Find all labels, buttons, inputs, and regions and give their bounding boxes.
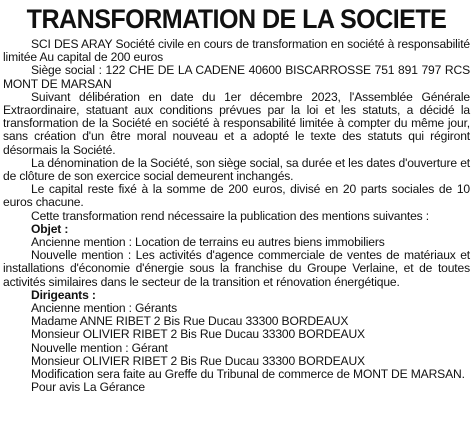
objet-heading: Objet : xyxy=(31,221,69,236)
denomination-paragraph: La dénomination de la Société, son siège social, sa durée et les dates d'ouverture et de clôture de son exercice social demeurent inchangés. xyxy=(3,155,470,184)
publication-line: Cette transformation rend nécessaire la publication des mentions suivantes : xyxy=(31,208,429,223)
dirigeants-heading: Dirigeants : xyxy=(31,287,96,302)
dirigeant-old-1: Madame ANNE RIBET 2 Bis Rue Ducau 33300 BORDEAUX xyxy=(31,314,349,329)
registered-office-paragraph: Siège social : 122 CHE DE LA CADENE 40600 BISCARROSSE 751 891 797 RCS MONT DE MARSAN xyxy=(3,63,470,91)
deliberation-paragraph: Suivant délibération en date du 1er décembre 2023, l'Assemblée Générale Extraordinaire, statuant aux conditions prévues par la loi et les statuts, a décidé la transformation de la Société en société à responsabilité limitée à compter du même jour, sans création d'un être moral nouveau et a adopté le texte des statuts qui régiront désormais la Société. xyxy=(3,89,470,157)
dirigeant-new-1: Monsieur OLIVIER RIBET 2 Bis Rue Ducau 33300 BORDEAUX xyxy=(31,353,365,368)
objet-new-mention: Nouvelle mention : Les activités d'agence commerciale de ventes de matériaux et installations d'économie d'énergie sous la franchise du Groupe Verlaine, et de toutes activités similaires dans le secteur de la transition et rénovation énergétique. xyxy=(3,248,470,289)
notice-title: TRANSFORMATION DE LA SOCIETE xyxy=(26,4,447,34)
company-paragraph: SCI DES ARAY Société civile en cours de transformation en société à responsabilité limitée Au capital de 200 euros xyxy=(3,37,470,65)
notice-body xyxy=(3,38,470,394)
objet-old-mention: Ancienne mention : Location de terrains eu autres biens immobiliers xyxy=(31,235,385,250)
dirigeants-old-mention: Ancienne mention : Gérants xyxy=(31,301,178,316)
dirigeants-new-mention: Nouvelle mention : Gérant xyxy=(31,340,168,355)
capital-paragraph: Le capital reste fixé à la somme de 200 euros, divisé en 20 parts sociales de 10 euros chacune. xyxy=(3,182,470,210)
dirigeant-old-2: Monsieur OLIVIER RIBET 2 Bis Rue Ducau 33300 BORDEAUX xyxy=(31,327,365,342)
greffe-line: Modification sera faite au Greffe du Tribunal de commerce de MONT DE MARSAN. xyxy=(31,367,465,382)
signature-line: Pour avis La Gérance xyxy=(31,380,145,395)
